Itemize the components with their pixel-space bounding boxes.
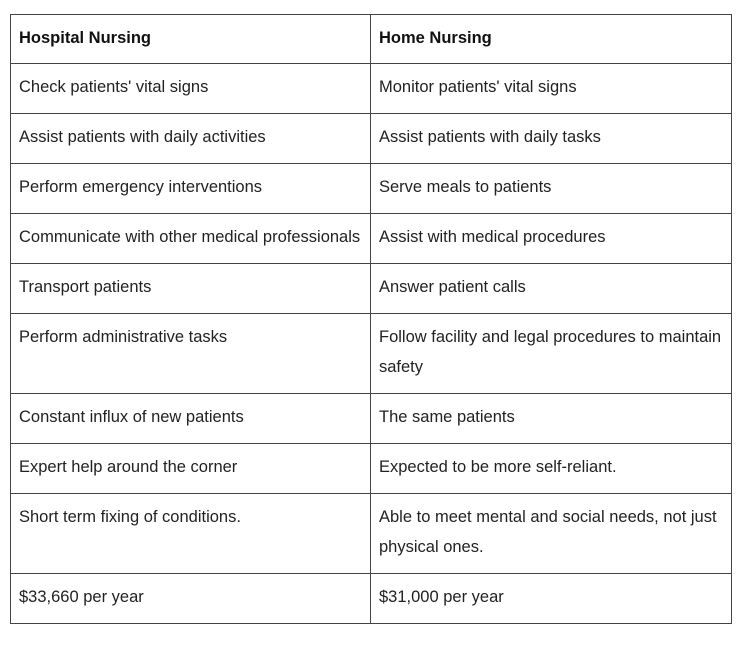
- cell-hospital: Perform administrative tasks: [11, 314, 371, 394]
- cell-home: Serve meals to patients: [371, 164, 732, 214]
- table-row: [11, 164, 732, 214]
- nursing-comparison-table: [10, 14, 732, 624]
- table-row: [11, 114, 732, 164]
- cell-home: The same patients: [371, 394, 732, 444]
- header-cell-hospital: Hospital Nursing: [11, 15, 371, 64]
- table-row: [11, 64, 732, 114]
- cell-home: Assist patients with daily tasks: [371, 114, 732, 164]
- table-row: [11, 314, 732, 394]
- table-row: [11, 444, 732, 494]
- cell-hospital: Perform emergency interventions: [11, 164, 371, 214]
- cell-home-salary: $31,000 per year: [371, 574, 732, 624]
- cell-home: Expected to be more self-reliant.: [371, 444, 732, 494]
- cell-home: Answer patient calls: [371, 264, 732, 314]
- cell-hospital: Short term fixing of conditions.: [11, 494, 371, 574]
- cell-hospital-salary: $33,660 per year: [11, 574, 371, 624]
- cell-home: Monitor patients' vital signs: [371, 64, 732, 114]
- table-row: [11, 494, 732, 574]
- comparison-table-container: [10, 14, 731, 624]
- cell-home: Follow facility and legal procedures to maintain safety: [371, 314, 732, 394]
- cell-home: Assist with medical procedures: [371, 214, 732, 264]
- cell-home: Able to meet mental and social needs, not just physical ones.: [371, 494, 732, 574]
- table-row: [11, 264, 732, 314]
- cell-hospital: Communicate with other medical professionals: [11, 214, 371, 264]
- header-cell-home: Home Nursing: [371, 15, 732, 64]
- table-row: [11, 574, 732, 624]
- header-row: [11, 15, 732, 64]
- table-row: [11, 394, 732, 444]
- cell-hospital: Transport patients: [11, 264, 371, 314]
- cell-hospital: Check patients' vital signs: [11, 64, 371, 114]
- cell-hospital: Constant influx of new patients: [11, 394, 371, 444]
- cell-hospital: Assist patients with daily activities: [11, 114, 371, 164]
- cell-hospital: Expert help around the corner: [11, 444, 371, 494]
- table-row: [11, 214, 732, 264]
